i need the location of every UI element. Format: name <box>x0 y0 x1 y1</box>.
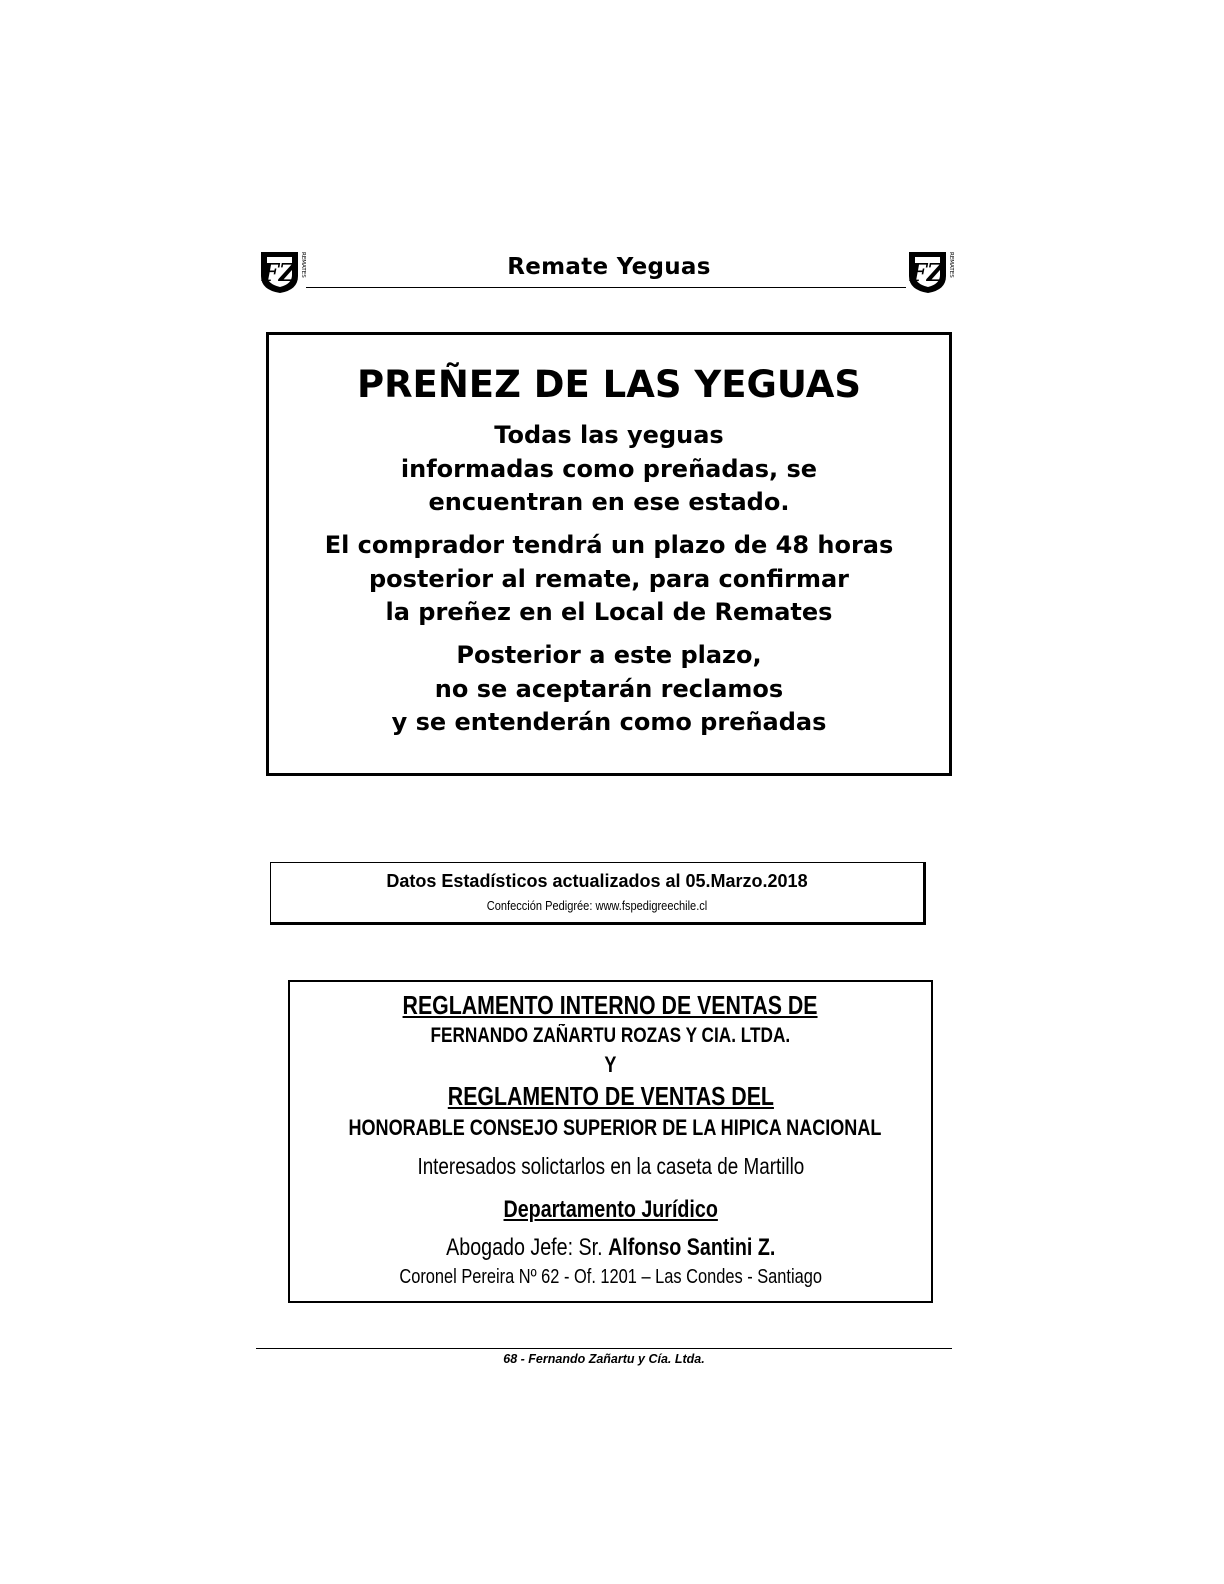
notice-line: El comprador tendrá un plazo de 48 horas <box>324 531 894 559</box>
notice-line: la preñez en el Local de Remates <box>385 598 833 626</box>
legal-department-heading: Departamento Jurídico <box>503 1196 718 1223</box>
office-address: Coronel Pereira Nº 62 - Of. 1201 – Las Condes - Santiago <box>399 1266 822 1288</box>
notice-paragraph-2 <box>269 529 949 630</box>
notice-title: PREÑEZ DE LAS YEGUAS <box>356 363 862 406</box>
statistics-box <box>270 862 926 925</box>
notice-line: informadas como preñadas, se <box>400 454 818 483</box>
regulation-heading-sales: REGLAMENTO DE VENTAS DEL <box>447 1081 774 1111</box>
pedigree-credit: Confección Pedigrée: www.fspedigreechile.cl <box>486 898 708 913</box>
notice-paragraph-1 <box>269 419 949 520</box>
header-rule <box>306 287 906 288</box>
page-footer: 68 - Fernando Zañartu y Cía. Ltda. <box>503 1352 705 1366</box>
council-name: HONORABLE CONSEJO SUPERIOR DE LA HIPICA NACIONAL <box>348 1115 882 1140</box>
company-name: FERNANDO ZAÑARTU ROZAS Y CIA. LTDA. <box>430 1024 791 1047</box>
notice-line: posterior al remate, para confirmar <box>369 564 849 593</box>
conjunction: Y <box>604 1052 617 1077</box>
svg-text:REMATES: REMATES <box>300 252 306 278</box>
notice-line: Todas las yeguas <box>494 421 724 449</box>
svg-text:REMATES: REMATES <box>948 252 954 278</box>
chief-lawyer <box>446 1234 775 1262</box>
request-instructions: Interesados solictarlos en la caseta de Martillo <box>417 1153 804 1179</box>
page-title: Remate Yeguas <box>507 254 711 280</box>
lawyer-name: Alfonso Santini Z. <box>607 1234 776 1261</box>
statistics-date: Datos Estadísticos actualizados al 05.Marzo.2018 <box>386 871 808 891</box>
lawyer-prefix: Abogado Jefe: Sr. <box>445 1234 608 1261</box>
notice-line: y se entenderán como preñadas <box>391 708 827 736</box>
notice-line: Posterior a este plazo, <box>456 641 762 669</box>
svg-text:FZ: FZ <box>261 258 297 287</box>
regulation-heading-internal: REGLAMENTO INTERNO DE VENTAS DE <box>403 990 818 1020</box>
svg-text:FZ: FZ <box>909 258 945 287</box>
footer-rule <box>256 1348 952 1349</box>
notice-paragraph-3 <box>269 639 949 740</box>
pregnancy-notice-box <box>266 332 952 776</box>
notice-line: no se aceptarán reclamos <box>434 674 784 703</box>
company-logo-icon <box>906 248 954 294</box>
page-header <box>258 248 960 294</box>
notice-line: encuentran en ese estado. <box>428 488 790 516</box>
regulations-box <box>288 980 933 1303</box>
